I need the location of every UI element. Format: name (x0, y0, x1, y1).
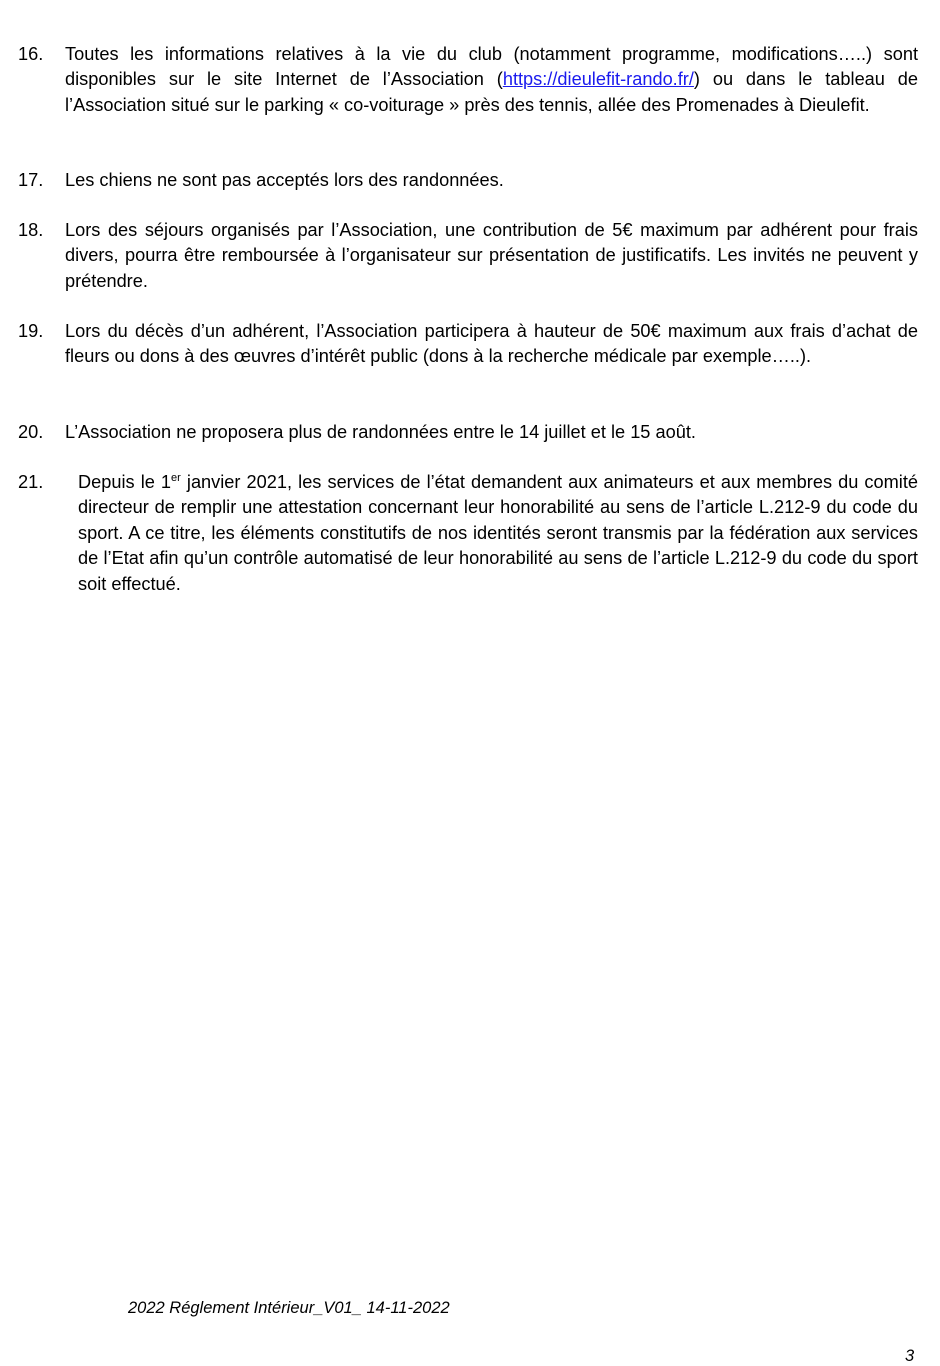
rule-16 (18, 42, 918, 118)
rule-number: 18. (18, 220, 44, 240)
rule-number: 19. (18, 321, 44, 341)
rule-text: Lors des séjours organisés par l’Association, une contribution de 5€ maximum par adhérent pour frais divers, pourra être remboursée à l’organisateur sur présentation de justificatifs. Les invités ne peuvent y prétendre. (65, 220, 918, 291)
rule-20 (18, 420, 918, 445)
rule-text (65, 42, 918, 118)
page-number: 3 (905, 1347, 915, 1365)
rule-text: Les chiens ne sont pas acceptés lors des randonnées. (65, 170, 504, 190)
rule-text-part: ) ou dans le tableau de l’Association situé sur le parking « co-voiturage » près des tennis, allée des Promenades à Dieulefit. (65, 69, 919, 115)
rule-number: 21. (18, 472, 44, 492)
rule-number: 20. (18, 422, 44, 442)
footer-document-title: 2022 Réglement Intérieur_V01_ 14-11-2022 (128, 1299, 450, 1317)
rule-text-part: Toutes les informations relatives à la vie du club (notamment programme, modifications…..) sont disponibles sur le site Internet de l’Association ( (65, 44, 918, 90)
rule-19 (18, 319, 918, 370)
rule-number: 17. (18, 170, 44, 190)
rule-text-part: Depuis le 1 (78, 472, 172, 492)
rule-18 (18, 218, 918, 294)
rule-17 (18, 168, 918, 193)
association-website-link[interactable]: https://dieulefit-rando.fr/ (502, 69, 694, 90)
rule-21 (18, 470, 918, 597)
rule-text (78, 470, 918, 597)
rule-text: Lors du décès d’un adhérent, l’Association participera à hauteur de 50€ maximum aux frais d’achat de fleurs ou dons à des œuvres d’intérêt public (dons à la recherche médicale par exemple…..). (65, 321, 918, 367)
rule-number: 16. (18, 44, 44, 64)
ordinal-superscript: er (171, 471, 181, 484)
rule-text-part: janvier 2021, les services de l’état demandent aux animateurs et aux membres du comité directeur de remplir une attestation concernant leur honorabilité au sens de l’article L.212-9 du code du sport. A ce titre, les éléments constitutifs de nos identités seront transmis par la fédération aux services de l’Etat afin qu’un contrôle automatisé de leur honorabilité au sens de l’article L.212-9 du code du sport soit effectué. (78, 472, 918, 594)
rule-text: L’Association ne proposera plus de randonnées entre le 14 juillet et le 15 août. (65, 422, 696, 442)
